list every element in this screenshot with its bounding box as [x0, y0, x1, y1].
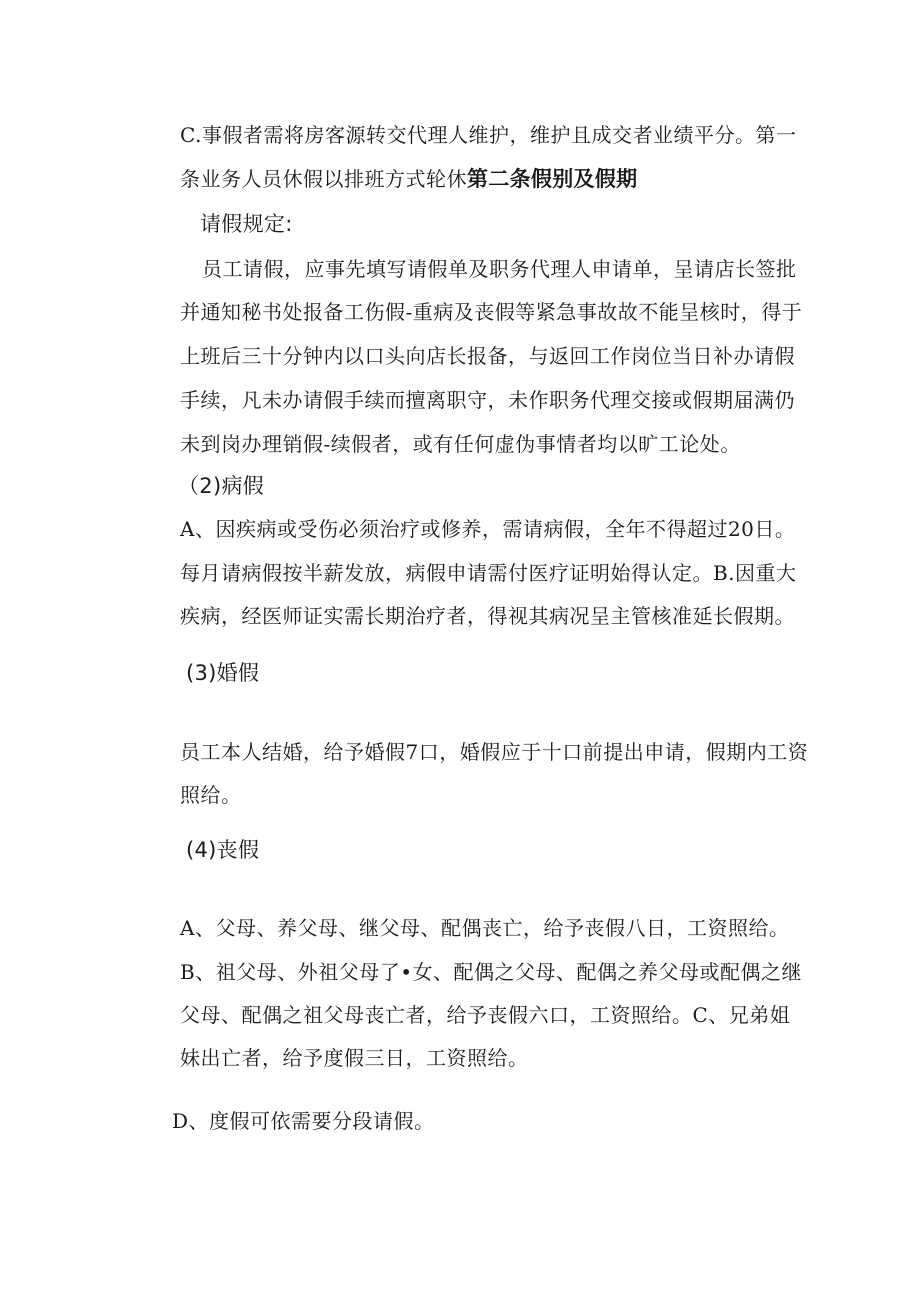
bereavement-leave-line: 妹出亡者，给予度假三日，工资照给。	[180, 1046, 529, 1070]
paragraph-line	[180, 166, 637, 192]
sick-leave-line: 每月请病假按半薪发放，病假申请需付医疗证明始得认定。B.因重大	[180, 561, 797, 585]
leave-rules-line: 并通知秘书处报备工伤假-重病及丧假等紧急事故故不能呈核时，得于	[180, 300, 803, 324]
paragraph-text: 条业务人员休假以排班方式轮休	[180, 167, 467, 191]
bereavement-leave-line: B、祖父母、外祖父母了•女、配偶之父母、配偶之养父母或配偶之继	[180, 960, 802, 984]
sick-leave-line: 疾病，经医师证实需长期治疗者，得视其病况呈主管核准延长假期。	[180, 604, 795, 628]
section-heading: 第二条假别及假期	[467, 167, 638, 191]
marriage-leave-heading: (3)婚假	[186, 661, 260, 685]
bereavement-leave-heading: (4)丧假	[186, 838, 260, 862]
leave-rules-line: 上班后三十分钟内以口头向店长报备，与返回工作岗位当日补办请假	[180, 344, 795, 368]
sick-leave-heading: （2)病假	[178, 474, 265, 498]
leave-rules-line: 手续，凡未办请假手续而擅离职守，未作职务代理交接或假期届满仍	[180, 388, 795, 412]
bereavement-leave-line: 父母、配偶之祖父母丧亡者，给予丧假六口，工资照给。C、兄弟姐	[180, 1003, 791, 1027]
marriage-leave-line: 照给。	[180, 783, 242, 807]
leave-rules-line: 未到岗办理销假-续假者，或有任何虚伪事情者均以旷工论处。	[180, 432, 741, 456]
leave-rules-heading: 请假规定:	[200, 212, 293, 236]
leave-rules-line: 员工请假，应事先填写请假单及职务代理人申请单，呈请店长签批	[202, 257, 797, 281]
sick-leave-line: A、因疾病或受伤必须治疗或修养，需请病假，全年不得超过20日。	[180, 517, 796, 541]
bereavement-leave-line: A、父母、养父母、继父母、配偶丧亡，给予丧假八日，工资照给。	[180, 916, 790, 940]
note-d-line: D、度假可依需要分段请假。	[172, 1109, 435, 1133]
marriage-leave-line: 员工本人结婚，给予婚假7口，婚假应于十口前提出申请，假期内工资	[180, 740, 809, 764]
paragraph-line: C.事假者需将房客源转交代理人维护，维护且成交者业绩平分。第一	[180, 123, 797, 147]
